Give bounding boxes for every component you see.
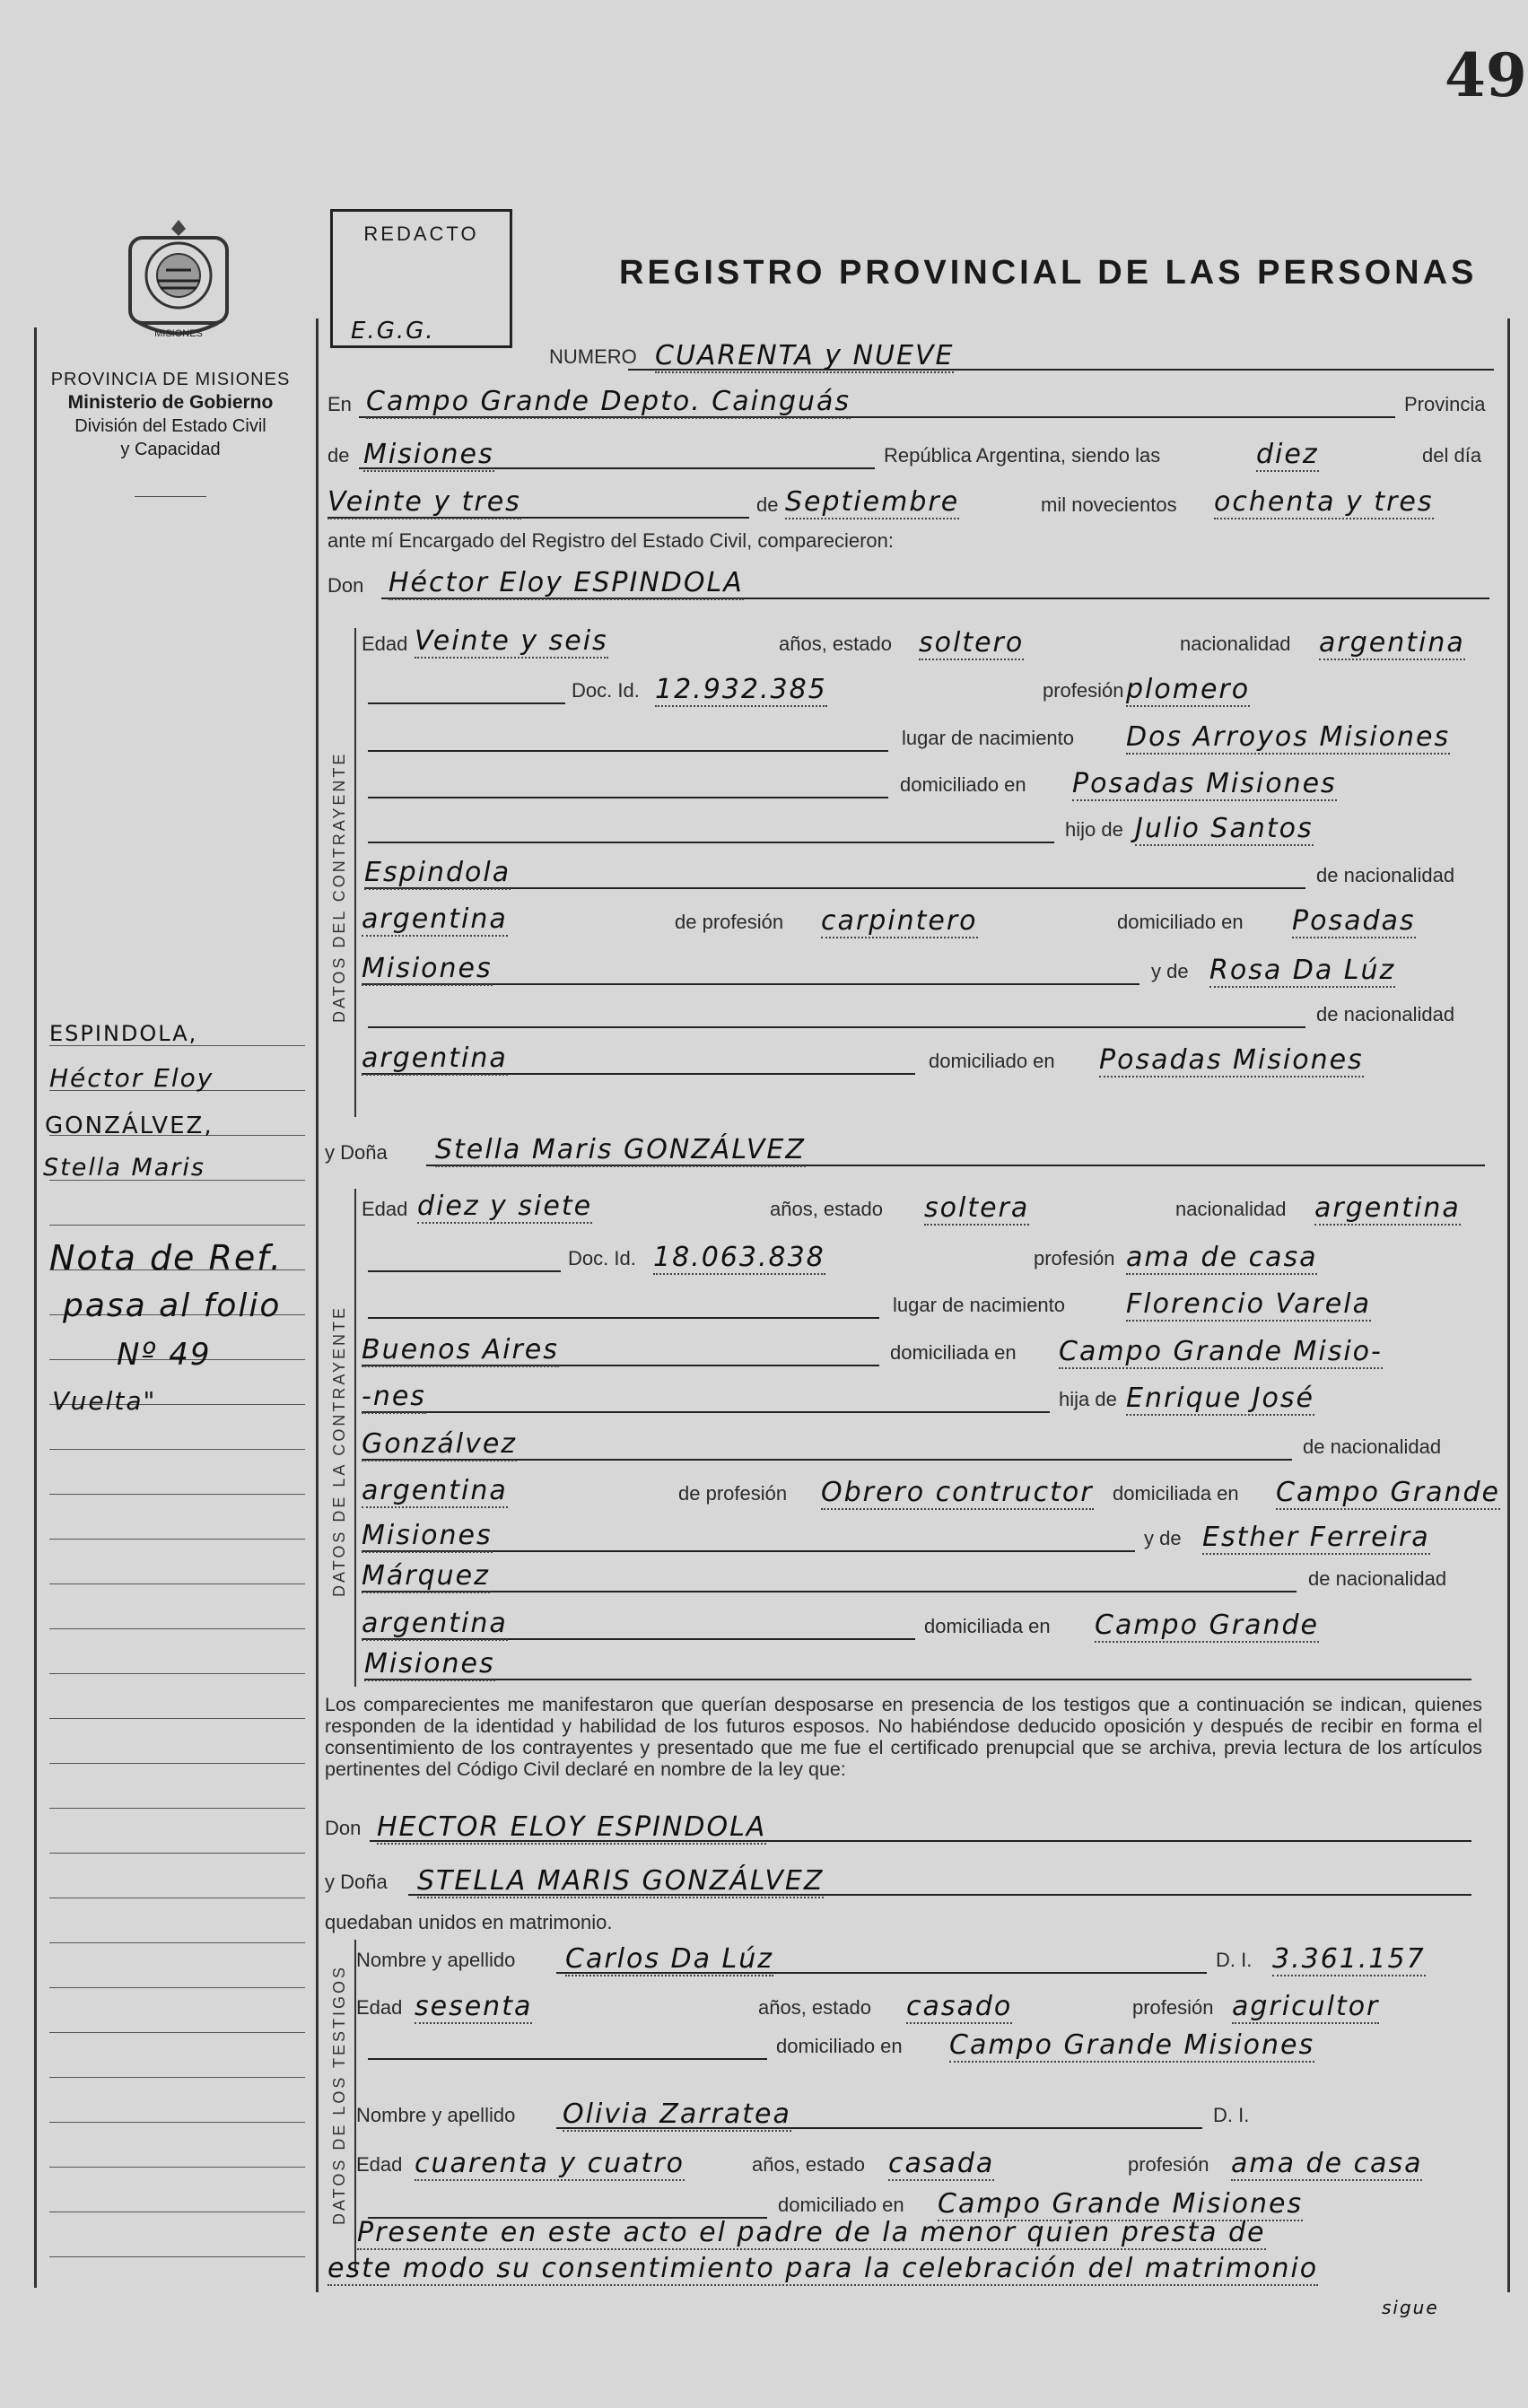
margin-line [49,1225,305,1226]
margin-line [49,2167,305,2168]
header-rule [135,496,206,497]
page-number: 49 [1445,40,1527,110]
groom-father-residence: Posadas [1292,905,1416,937]
groom-nationality: argentina [1319,627,1465,659]
witness1-residence: Campo Grande Misiones [949,2029,1315,2061]
bride-dom-label: domiciliada en [890,1341,1017,1364]
margin-line [49,1987,305,1988]
witness1-age: sesenta [415,1991,533,2022]
stamp-initials: E.G.G. [351,318,435,345]
bride-age-label: Edad [362,1198,408,1220]
redacto-stamp [330,209,512,348]
page-title: REGISTRO PROVINCIAL DE LAS PERSONAS [619,254,1478,292]
bride-father-prof-label: de profesión [678,1482,788,1505]
margin-line [49,1449,305,1450]
groom-residence: Posadas Misiones [1072,768,1337,799]
groom-mother-dom-label: domiciliado en [929,1050,1055,1072]
groom-father-nac-label: de nacionalidad [1316,864,1455,886]
margin-note-6: pasa al folio [63,1287,282,1324]
groom-name: Héctor Eloy ESPINDOLA [389,567,744,598]
witness1-name: Carlos Da Lúz [565,1943,774,1975]
numero-value: CUARENTA y NUEVE [655,340,955,371]
witness1-di: 3.361.157 [1272,1943,1426,1975]
groom-father-label: hijo de [1065,818,1123,841]
bride-mother2-line [362,1591,1297,1592]
bride-estado-label: años, estado [770,1198,883,1220]
section-bracket-1 [354,628,356,1117]
consent-note-1: Presente en este acto el padre de la menor quien presta de [357,2217,1266,2248]
margin-note-4: Stella Maris [43,1154,205,1182]
decl-dona-label: y Doña [325,1871,388,1893]
sigue-note: sigue [1382,2297,1439,2318]
groom-mother-label: y de [1151,960,1189,982]
groom-mother-nationality: argentina [362,1043,508,1074]
groom-father-residence2: Misiones [362,953,493,984]
groom-mother: Rosa Da Lúz [1209,955,1396,986]
groom-prof-label: profesión [1043,679,1124,702]
groom-profession: plomero [1126,674,1251,705]
bride-father-profession: Obrero contructor [821,1477,1094,1508]
groom-status: soltero [919,627,1025,659]
groom-mother2-line [368,1026,1305,1028]
w2-age-label: Edad [356,2153,403,2176]
mil-label: mil novecientos [1041,493,1177,516]
w1-di-label: D. I. [1216,1949,1253,1971]
groom-birth-label: lugar de nacimiento [902,727,1075,749]
don-label: Don [327,574,364,597]
consent-note-2: este modo su consentimiento para la celebración del matrimonio [327,2253,1319,2284]
margin-column-border [316,318,319,2292]
margin-line [49,1673,305,1674]
bride-age: diez y siete [417,1191,593,1222]
bride-father-dom-label: domiciliada en [1113,1482,1239,1505]
groom-doc-label: Doc. Id. [572,679,640,702]
bride-doc-line [368,1270,561,1272]
bride-father-nationality: argentina [362,1475,508,1506]
groom-father-line [368,842,1054,843]
bride-father-surname: Gonzálvez [362,1428,518,1460]
w2-di-label: D. I. [1213,2104,1250,2126]
bride-mother-residence: Campo Grande [1095,1610,1319,1641]
right-border [1507,318,1510,2292]
bride-prof-label: profesión [1034,1247,1115,1269]
year-value: ochenta y tres [1214,486,1434,518]
margin-line [49,1718,305,1719]
witness2-profession: ama de casa [1231,2148,1423,2179]
witness2-name: Olivia Zarratea [563,2098,791,2130]
groom-father: Julio Santos [1135,813,1314,844]
w2-dom-label: domiciliado en [778,2194,904,2216]
groom-nac-label: nacionalidad [1180,633,1291,655]
bride-doc-label: Doc. Id. [568,1247,636,1269]
header-block [36,368,305,461]
margin-note-7: Nº 49 [117,1337,212,1373]
month-prep-label: de [756,493,779,516]
svg-text:MISIONES: MISIONES [154,328,203,339]
left-border [34,327,37,2288]
margin-line [49,1628,305,1629]
margin-line [49,1539,305,1540]
provincia-label: Provincia [1404,393,1486,415]
stamp-label: REDACTO [363,222,479,245]
hour-value: diez [1256,439,1319,470]
bride-mother-dom2-line [364,1679,1471,1680]
groom-dom-label: domiciliado en [900,773,1026,796]
month-value: Septiembre [785,486,960,518]
w1-dom-line [368,2058,767,2060]
groom-doc: 12.932.385 [655,674,827,705]
ante-mi-label: ante mí Encargado del Registro del Estado Civil, comparecieron: [327,529,894,552]
bride-father-nac-label: de nacionalidad [1303,1435,1442,1458]
margin-note-5: Nota de Ref. [49,1238,284,1278]
del-dia-label: del día [1422,444,1482,467]
numero-label: NUMERO [549,345,637,368]
groom-doc-line [368,702,565,704]
groom-father-nationality: argentina [362,903,508,935]
de-label: de [327,444,350,467]
w2-estado-label: años, estado [752,2153,865,2176]
groom-birthplace: Dos Arroyos Misiones [1126,721,1451,753]
bride-doc: 18.063.838 [653,1242,825,1273]
groom-age: Veinte y seis [415,625,608,657]
w1-name-label: Nombre y apellido [356,1949,516,1971]
w2-prof-label: profesión [1128,2153,1209,2176]
bride-nac-label: nacionalidad [1175,1198,1287,1220]
en-label: En [327,393,352,415]
bride-father: Enrique José [1126,1383,1314,1414]
bride-dom2-line [362,1411,1050,1413]
margin-line [49,2122,305,2123]
declaration-text: Los comparecientes me manifestaron que querían desposarse en presencia de los testigos que a continuación se indican, quienes responden de la identidad y habilidad de los futuros esposos. No habiéndose deducido oposición y después de recibir en forma el consentimiento de los contrayentes y presentado que me fue el certificado prenupcial que se archiva, previa lectura de los artículos pertinentes del Código Civil declaré en nombre de la ley que: [325,1694,1482,1780]
margin-line [49,1853,305,1854]
margin-line [49,2032,305,2033]
bride-father-label: hija de [1059,1388,1117,1410]
groom-father-surname: Espindola [364,857,511,888]
witness2-age: cuarenta y cuatro [415,2148,685,2179]
groom-age-label: Edad [362,633,408,655]
margin-note-1: ESPINDOLA, [49,1021,198,1046]
bride-residence: Campo Grande Misio- [1059,1336,1383,1367]
dona-label: y Doña [325,1141,388,1164]
w1-prof-label: profesión [1132,1996,1214,2019]
groom-birth-line [368,750,888,752]
margin-line [49,1494,305,1495]
decl-groom: HECTOR ELOY ESPINDOLA [377,1811,767,1843]
bride-nationality: argentina [1314,1192,1461,1224]
margin-note-2: Héctor Eloy [49,1063,214,1093]
bride-mother-residence2: Misiones [364,1648,495,1679]
margin-note-8: Vuelta" [52,1386,157,1416]
header-line2: Ministerio de Gobierno [67,392,274,413]
bride-residence2: -nes [362,1381,426,1412]
witness1-profession: agricultor [1232,1991,1380,2022]
bride-mother-dom-label: domiciliada en [924,1615,1051,1637]
margin-line [49,2077,305,2078]
bride-status: soltera [924,1192,1030,1224]
bride-name: Stella Maris GONZÁLVEZ [435,1134,806,1165]
w1-age-label: Edad [356,1996,403,2019]
groom-estado-label: años, estado [779,633,892,655]
bride-mother: Esther Ferreira [1202,1522,1430,1553]
decl-bride: STELLA MARIS GONZÁLVEZ [417,1865,825,1897]
quedaban-label: quedaban unidos en matrimonio. [325,1911,613,1933]
bride-mother-nac-label: de nacionalidad [1308,1567,1447,1590]
bride-birth-line [368,1317,879,1319]
w1-estado-label: años, estado [758,1996,871,2019]
decl-don-label: Don [325,1817,362,1839]
header-line1: PROVINCIA DE MISIONES [50,370,291,389]
day-value: Veinte y tres [327,486,521,518]
groom-mother-nac-label: de nacionalidad [1316,1003,1455,1025]
bride-father-residence2: Misiones [362,1520,493,1551]
bride-birth-label: lugar de nacimiento [893,1294,1066,1316]
margin-line [49,2256,305,2257]
bride-profession: ama de casa [1126,1242,1318,1273]
groom-father-dom-label: domiciliado en [1117,911,1244,933]
place-value: Campo Grande Depto. Cainguás [366,386,851,417]
section-label-contrayente: DATOS DEL CONTRAYENTE [330,751,348,1023]
header-line3: División del Estado Civil [74,416,266,436]
groom-father-profession: carpintero [821,905,978,937]
w1-dom-label: domiciliado en [776,2035,903,2057]
header-line4: y Capacidad [120,440,221,459]
bride-mother-label: y de [1144,1527,1182,1549]
section-label-contrayente-f: DATOS DE LA CONTRAYENTE [330,1304,348,1597]
bride-birthplace: Florencio Varela [1126,1288,1371,1320]
groom-father-prof-label: de profesión [675,911,784,933]
margin-line [49,1808,305,1809]
groom-dom-line [368,797,888,798]
province-value: Misiones [363,439,494,470]
w2-name-label: Nombre y apellido [356,2104,516,2126]
republica-label: República Argentina, siendo las [884,444,1161,467]
bride-birthplace2: Buenos Aires [362,1334,559,1365]
bride-mother-nationality: argentina [362,1608,508,1639]
witness2-residence: Campo Grande Misiones [938,2188,1304,2220]
bride-mother-surname: Márquez [362,1560,490,1592]
bride-father-residence: Campo Grande [1276,1477,1500,1508]
provincial-seal [121,220,236,344]
margin-line [49,1763,305,1764]
groom-mother-residence: Posadas Misiones [1099,1044,1364,1076]
section-bracket-2 [354,1189,356,1687]
witness2-status: casada [888,2148,995,2179]
section-label-testigos: DATOS DE LOS TESTIGOS [330,1964,348,2225]
margin-note-3: GONZÁLVEZ, [45,1112,214,1139]
witness1-status: casado [906,1991,1013,2022]
margin-line [49,1942,305,1943]
